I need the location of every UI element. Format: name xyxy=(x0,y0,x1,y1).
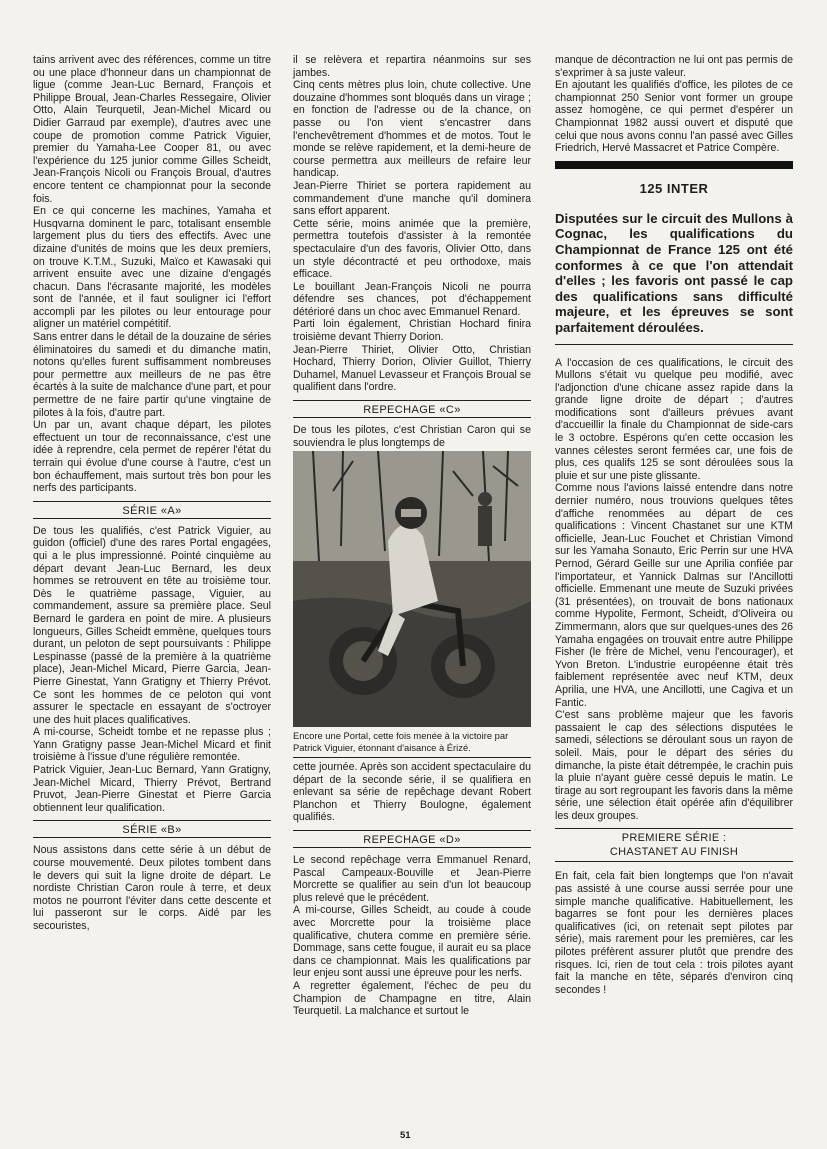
paragraph: Parti loin également, Christian Hochard finira troisième devant Thierry Dorion. xyxy=(293,318,531,344)
paragraph: manque de décontraction ne lui ont pas permis de s'exprimer à sa juste valeur. xyxy=(555,54,793,79)
section-intro: Disputées sur le circuit des Mullons à Cognac, les qualifications du Championnat de France 125 ont été conformes à ce que l'on attendait d'elles ; les favoris ont passé le cap des qualifications sans difficulté majeure, et les épreuves se sont parfaitement déroulées. xyxy=(555,211,793,345)
paragraph: Le bouillant Jean-François Nicoli ne pourra défendre ses chances, pot d'échappement détérioré dans un choc avec Emmanuel Renard. xyxy=(293,280,531,318)
section-divider xyxy=(555,161,793,169)
paragraph: Un par un, avant chaque départ, les pilotes effectuent un tour de reconnaissance, c'est une idée à reprendre, cela permet de repérer l'état du terrain qui évolue d'une course à l'autre, c'est un bon échauffement, mais surtout très bon pour les nerfs des participants. xyxy=(33,419,271,495)
section-heading-serie-b: SÉRIE «B» xyxy=(33,820,271,838)
motocross-photo xyxy=(293,451,531,727)
paragraph: Sans entrer dans le détail de la douzaine de séries éliminatoires du samedi et du dimanche matin, notons qu'elles furent suffisamment nombreuses pour permettre aux meilleurs de ne pas être écartés à la suite de malchance d'une part, et pour permettre de ne faire partir qu'une vingtaine de pilotes à la fois, d'autre part. xyxy=(33,331,271,419)
paragraph: cette journée. Après son accident spectaculaire du départ de la seconde série, il se qualifiera en enlevant sa série de repêchage devant Robert Planchon et Thierry Boulogne, également qualifiés. xyxy=(293,761,531,824)
column-2 xyxy=(293,54,531,1018)
paragraph: tains arrivent avec des références, comme un titre ou une place d'honneur dans un championnat de ligue (comme Jean-Luc Bernard, François et Philippe Broual, Jean-Charles Ressegaire, Olivier Otto, Alain Teurquetil, Jean-Michel Micard ou Didier Garraud par exemple), d'autres avec une coupe de promotion comme Patrick Viguier, premier du Yamaha-Lee Cooper 81, ou avec l'expérience du 125 junior comme Gilles Scheidt, Jean-François Nicoli ou François Broual, d'autres encore tentent ce championnat pour la seconde fois. xyxy=(33,54,271,205)
section-title: 125 INTER xyxy=(639,180,709,196)
paragraph: De tous les pilotes, c'est Christian Caron qui se souviendra le plus longtemps de xyxy=(293,424,531,449)
column-3 xyxy=(555,54,793,996)
paragraph: A l'occasion de ces qualifications, le circuit des Mullons s'était vu quelque peu modifié, avec l'adjonction d'une chicane assez rapide dans la grande ligne droite de départ ; d'autres modifications sont d'ailleurs prévues avant d'accueillir la finale du Championnat de side-cars le 3 octobre. Espérons qu'en cette occasion les vannes célestes seront fermées car, une fois de plus, ces qualifs 125 se sont déroulées sous la pluie et sur une piste glissante. xyxy=(555,356,793,482)
paragraph: Comme nous l'avions laissé entendre dans notre dernier numéro, nous trouvions quelques têtes d'affiche renommées au départ de ces qualifications : Vincent Chastanet sur une KTM officielle, Jean-Luc Fouchet et Christian Vimond sur les Yamaha Sonauto, Eric Perrin sur une HVA Pernod, Gérard Geille sur une Aprilia confiée par l'importateur, et Yannick Dalmas sur l'Ancillotti officielle. Emmenant une meute de Suzuki privées (31 présentées), on trouvait de bons nationaux comme Hypolite, Fermont, Scheidt, d'Oliveira ou Zimmermann, alors que sur quelques-unes des 26 Yamaha engagées on trouvait entre autre Philippe Fisher (le frère de Michel, venu l'encourager), et Yvon Breton. L'industrie européenne était très faiblement représentée avec neuf KTM, deux Aprilia, une HVA, une Ancillotti, une Cagiva et un Fantic. xyxy=(555,482,793,709)
paragraph: En ajoutant les qualifiés d'office, les pilotes de ce championnat 250 Senior vont former un groupe assez homogène, ce qui permet d'espérer un Championnat 1982 aussi ouvert et disputé que celui que nous avons connu l'an passé avec Gilles Friedrich, Hervé Massacret et Patrice Compère. xyxy=(555,79,793,155)
column-1 xyxy=(33,54,271,933)
paragraph: Jean-Pierre Thiriet se portera rapidement au commandement d'une manche qu'il dominera sans effort apparent. xyxy=(293,179,531,218)
paragraph: il se relèvera et repartira néanmoins sur ses jambes. xyxy=(293,54,531,79)
paragraph: Patrick Viguier, Jean-Luc Bernard, Yann Gratigny, Jean-Michel Micard, Thierry Prévot, Bertrand Pruvot, Jean-Pierre Ginestat et Pierre Garcia obtiennent leur qualification. xyxy=(33,764,271,814)
paragraph: En fait, cela fait bien longtemps que l'on n'avait pas assisté à une course aussi serrée pour une simple manche qualificative. Habituellement, les bagarres se font pour les dernières places qualificatives (ici, on retenait sept pilotes par série), mais rarement pour les premières, car les pilotes préfèrent assurer plutôt que prendre des risques. Ici, rien de tout cela : trois pilotes ayant fait la manche en tête, séparés d'environ cinq secondes ! xyxy=(555,870,793,996)
paragraph: Jean-Pierre Thiriet, Olivier Otto, Christian Hochard, Thierry Dorion, Olivier Guillot, Thierry Duhamel, Manuel Levasseur et François Broual se qualifient dans l'ordre. xyxy=(293,343,531,394)
section-heading-repechage-d: REPECHAGE «D» xyxy=(293,830,531,848)
section-heading-repechage-c: REPECHAGE «C» xyxy=(293,400,531,418)
section-heading-serie-a: SÉRIE «A» xyxy=(33,501,271,519)
paragraph: Nous assistons dans cette série à un début de course mouvementé. Deux pilotes tombent dans le devers qui suit la ligne droite de départ. Le nordiste Christian Caron roule à terre, et deux motos ne pourront l'éviter dans cette descente et lui passeront sur le corps. Aidé par les secouristes, xyxy=(33,844,271,932)
page-number: 51 xyxy=(400,1130,411,1141)
paragraph: Cinq cents mètres plus loin, chute collective. Une douzaine d'hommes sont bloqués dans un virage ; en fonction de l'adresse ou de la chance, on passe ou l'on vient s'encastrer dans l'enchevêtrement d'hommes et de motos. Tout le monde se relève rapidement, et la demi-heure de course permettra aux meilleurs de refaire leur handicap. xyxy=(293,79,531,180)
section-heading-premiere-serie xyxy=(555,828,793,862)
heading-line: PREMIERE SÉRIE : xyxy=(621,832,727,845)
heading-line: CHASTANET AU FINISH xyxy=(609,846,739,859)
paragraph: A mi-course, Scheidt tombe et ne repasse plus ; Yann Gratigny passe Jean-Michel Micard et finit troisième à l'issue d'une régulière remontée. xyxy=(33,726,271,764)
paragraph: A regretter également, l'échec de peu du Champion de Champagne en titre, Alain Teurquetil. La malchance et surtout le xyxy=(293,979,531,1018)
paragraph: A mi-course, Gilles Scheidt, au coude à coude avec Morcrette pour la troisième place qualificative, chutera comme en première série. Dommage, sans cette fougue, il aurait eu sa place dans ce championnat. Mais les qualifications par leur enjeu sont aussi une épreuve pour les nerfs. xyxy=(293,904,531,980)
paragraph: Le second repêchage verra Emmanuel Renard, Pascal Campeaux-Bouville et Jean-Pierre Morcrette se qualifier au sein d'un lot beaucoup plus relevé que le précédent. xyxy=(293,854,531,904)
paragraph: En ce qui concerne les machines, Yamaha et Husqvarna dominent le parc, totalisant ensemble largement plus du tiers des effectifs. Avec une dizaine d'unités de moins que les deux premiers, on trouve K.T.M., Suzuki, Maïco et Kawasaki qui arrivent ensuite avec une dizaine d'engagés chacun. Dans l'écrasante majorité, les modèles sont de l'année, et il faut souligner ici l'effort accompli par les pilotes ou leur entourage pour aligner un matériel compétitif. xyxy=(33,205,271,331)
paragraph: De tous les qualifiés, c'est Patrick Viguier, au guidon (officiel) d'une des rares Portal engagées, qui a le plus impressionné. Pointé cinquième au départ devant Jean-Luc Bernard, les deux hommes se retrouvent en tête au troisième tour. Dès le quatrième passage, Viguier, au commandement, assure sa première place. Seul Bernard le gardera en point de mire. A plusieurs longueurs, Gilles Scheidt emmène, quelques tours durant, un peloton de sept poursuivants : Philippe Lespinasse (passé de la première à la quatrième place), Jean-Michel Micard, Pierre Garcia, Jean-Pierre Ginestat, Yann Gratigny et Thierry Prévot. Ce sont les hommes de ce peloton qui vont assurer le spectacle en essayant de s'octroyer une des huit places qualificatives. xyxy=(33,524,271,726)
paragraph: Cette série, moins animée que la première, permettra toutefois d'assister à la remontée spectaculaire d'un des favoris, Olivier Otto, dans un style décontracté et peu orthodoxe, mais efficace. xyxy=(293,217,531,281)
paragraph: C'est sans problème majeur que les favoris passaient le cap des sélections disputées le samedi, sélections se déroulant sous un rayon de soleil. Mais, pour le départ des séries du dimanche, la piste était détrempée, le crachin puis la pluie n'ayant guère cessé depuis le matin. Le tirage au sort regroupant les favoris dans la même série, une sélection était opérée afin d'équilibrer les deux groupes. xyxy=(555,709,793,822)
photo-caption: Encore une Portal, cette fois menée à la victoire par Patrick Viguier, étonnant d'aisance à Érizé. xyxy=(293,730,531,758)
